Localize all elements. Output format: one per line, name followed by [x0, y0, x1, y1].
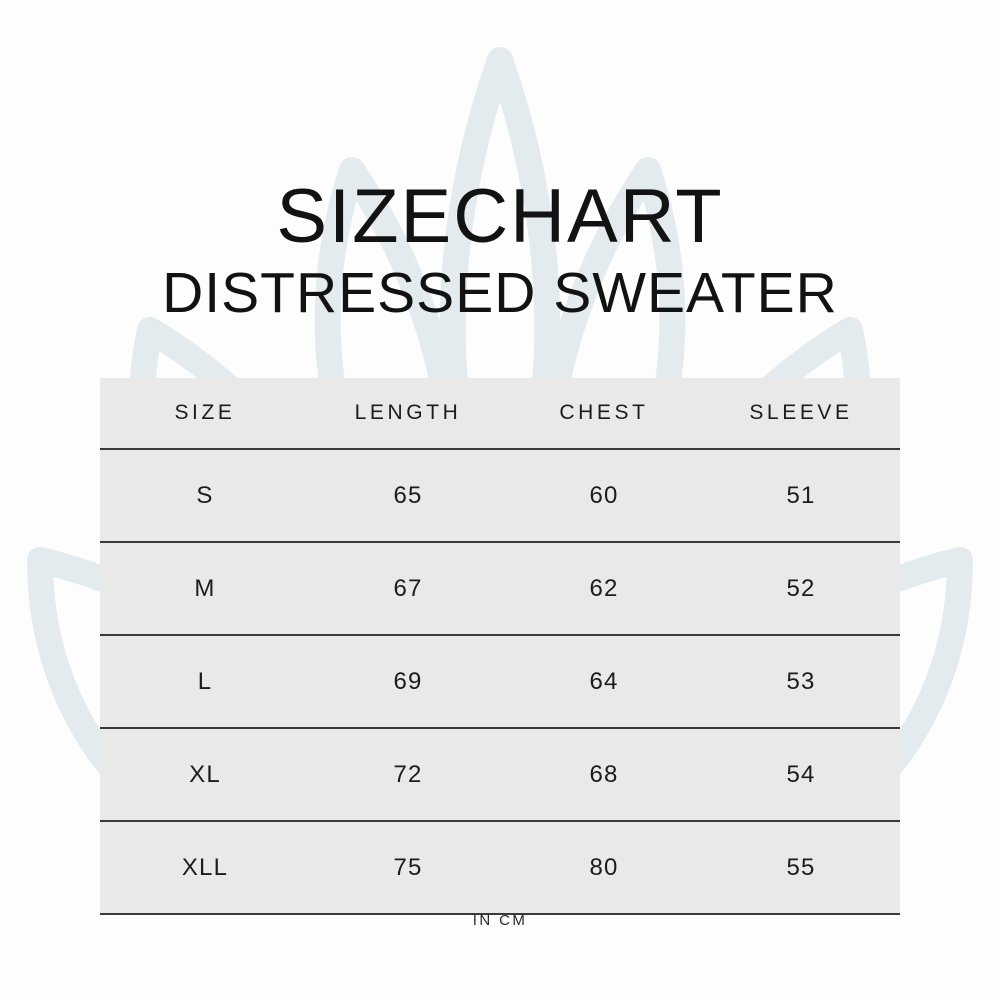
- table-body: [100, 449, 900, 913]
- table-header: [100, 378, 900, 449]
- page-title-block: [0, 174, 1000, 325]
- size-table-container: [100, 378, 900, 915]
- cell-length: 72: [310, 728, 506, 821]
- column-header-sleeve: SLEEVE: [702, 378, 900, 449]
- cell-size: XLL: [100, 821, 310, 913]
- page-title: SIZECHART: [276, 174, 724, 259]
- table-row: [100, 728, 900, 821]
- cell-sleeve: 53: [702, 635, 900, 728]
- cell-sleeve: 54: [702, 728, 900, 821]
- column-header-length: LENGTH: [310, 378, 506, 449]
- column-header-chest: CHEST: [506, 378, 702, 449]
- cell-chest: 68: [506, 728, 702, 821]
- cell-length: 75: [310, 821, 506, 913]
- table-row: [100, 542, 900, 635]
- cell-chest: 60: [506, 449, 702, 542]
- cell-chest: 62: [506, 542, 702, 635]
- cell-size: XL: [100, 728, 310, 821]
- column-header-size: SIZE: [100, 378, 310, 449]
- cell-sleeve: 52: [702, 542, 900, 635]
- table-row: [100, 821, 900, 913]
- cell-length: 69: [310, 635, 506, 728]
- cell-size: M: [100, 542, 310, 635]
- table-row: [100, 635, 900, 728]
- size-table: [100, 378, 900, 913]
- page-subtitle: DISTRESSED SWEATER: [162, 260, 838, 325]
- cell-size: L: [100, 635, 310, 728]
- cell-length: 65: [310, 449, 506, 542]
- cell-sleeve: 55: [702, 821, 900, 913]
- cell-chest: 80: [506, 821, 702, 913]
- cell-sleeve: 51: [702, 449, 900, 542]
- table-header-row: [100, 378, 900, 449]
- cell-length: 67: [310, 542, 506, 635]
- unit-note: IN CM: [472, 912, 528, 929]
- table-row: [100, 449, 900, 542]
- cell-chest: 64: [506, 635, 702, 728]
- cell-size: S: [100, 449, 310, 542]
